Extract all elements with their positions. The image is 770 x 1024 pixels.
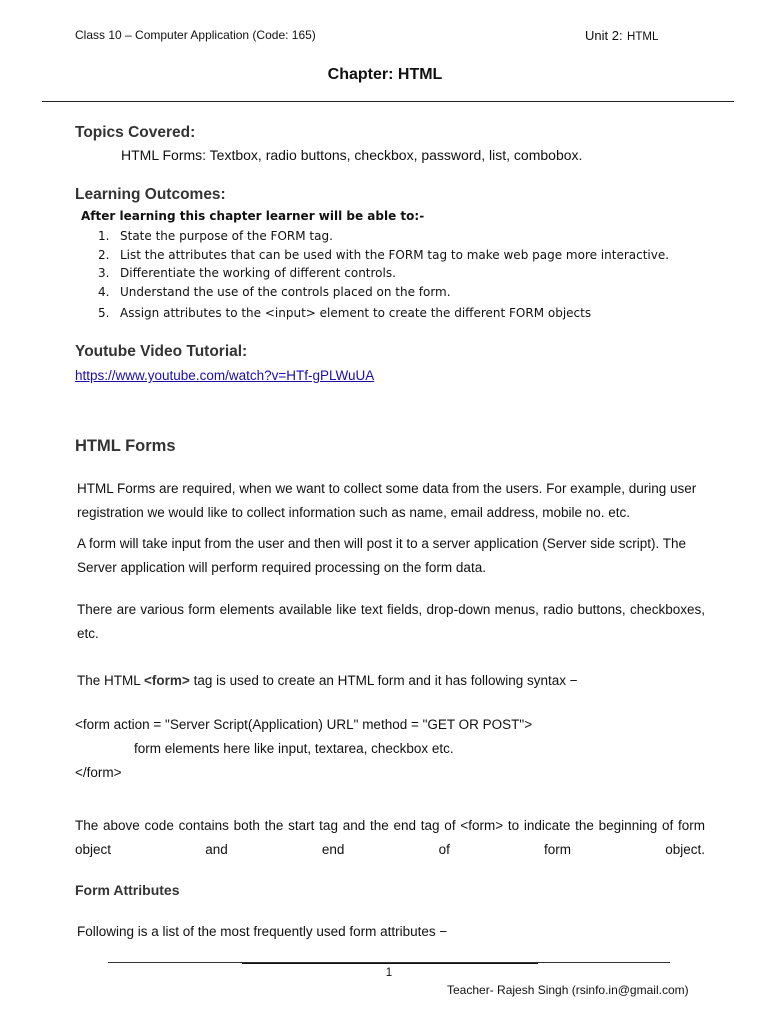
outcomes-heading: Learning Outcomes: <box>75 186 226 203</box>
list-item <box>98 283 669 302</box>
footer-divider-accent <box>242 963 538 964</box>
list-item <box>98 304 669 323</box>
p4-pre-text: The HTML <box>77 673 141 688</box>
forms-paragraph-1: HTML Forms are required, when we want to collect some data from the users. For example, during user registration we would like to collect information such as name, email address, mobile no. etc. <box>77 481 697 520</box>
header-unit <box>585 27 658 45</box>
footer-teacher: Teacher- Rajesh Singh (rsinfo.in@gmail.com) <box>447 983 689 997</box>
list-item <box>98 227 669 246</box>
list-text: Differentiate the working of different controls. <box>120 266 396 280</box>
list-number: 2. <box>98 247 110 262</box>
list-text: State the purpose of the FORM tag. <box>120 229 333 243</box>
list-number: 4. <box>98 284 110 299</box>
list-number: 1. <box>98 229 110 243</box>
chapter-title: Chapter: HTML <box>327 66 443 83</box>
code-line-1: <form action = "Server Script(Application) URL" method = "GET OR POST"> <box>75 717 533 732</box>
form-tag-text: <form> <box>144 673 190 688</box>
video-link[interactable]: https://www.youtube.com/watch?v=HTf-gPLWuUA <box>75 368 375 383</box>
list-number: 5. <box>98 306 110 320</box>
topics-text: HTML Forms: Textbox, radio buttons, checkbox, password, list, combobox. <box>121 147 583 163</box>
header-course: Class 10 – Computer Application (Code: 165) <box>75 28 316 42</box>
forms-paragraph-3: There are various form elements available like text fields, drop-down menus, radio buttons, checkboxes, etc. <box>77 602 705 641</box>
p4-post-text: tag is used to create an HTML form and it has following syntax − <box>193 673 578 688</box>
form-attributes-intro: Following is a list of the most frequently used form attributes − <box>77 924 448 939</box>
outcomes-list <box>98 227 669 323</box>
code-line-2: form elements here like input, textarea, checkbox etc. <box>134 741 454 756</box>
list-text: Understand the use of the controls placed on the form. <box>120 284 451 299</box>
page-number: 1 <box>385 967 393 979</box>
list-item <box>98 264 669 283</box>
outcomes-intro: After learning this chapter learner will be able to:- <box>81 209 425 223</box>
list-text: Assign attributes to the <input> element to create the different FORM objects <box>120 306 592 320</box>
title-divider <box>42 101 734 102</box>
list-number: 3. <box>98 266 110 280</box>
forms-paragraph-4 <box>77 673 578 688</box>
video-heading: Youtube Video Tutorial: <box>75 343 248 360</box>
html-forms-heading: HTML Forms <box>75 437 176 455</box>
forms-paragraph-5: The above code contains both the start tag and the end tag of <form> to indicate the beginning of form object and end of form object. <box>75 818 705 857</box>
header-unit-prefix: Unit 2: <box>585 28 623 43</box>
list-text: List the attributes that can be used with the FORM tag to make web page more interactive. <box>120 247 670 262</box>
form-attributes-heading: Form Attributes <box>75 882 180 898</box>
topics-heading: Topics Covered: <box>75 124 196 141</box>
list-item <box>98 246 669 265</box>
code-line-3: </form> <box>75 765 122 780</box>
forms-paragraph-2: A form will take input from the user and then will post it to a server application (Server side script). The Server application will perform required processing on the form data. <box>77 536 687 575</box>
header-unit-suffix: HTML <box>627 31 659 43</box>
